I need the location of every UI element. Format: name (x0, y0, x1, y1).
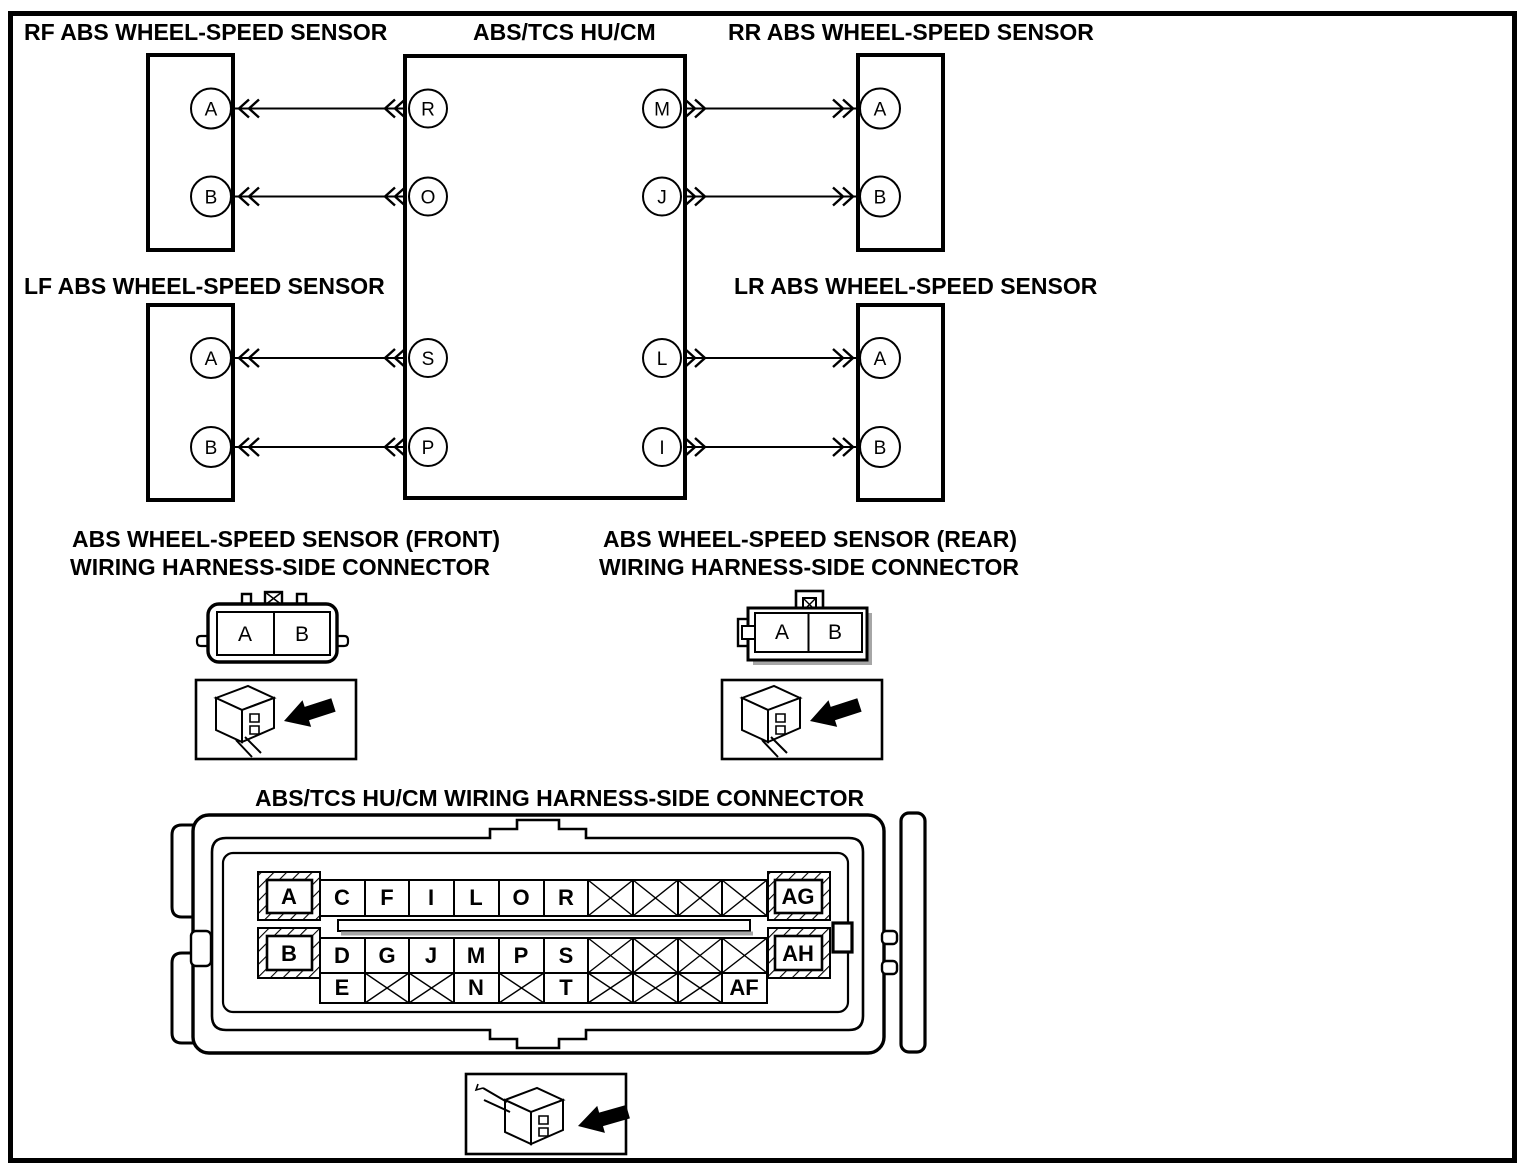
rr-sensor-box (858, 55, 943, 250)
lf-pin-b: B (204, 438, 218, 459)
rear-connector-pin-b: B (827, 621, 843, 644)
hu-connector-title: ABS/TCS HU/CM WIRING HARNESS-SIDE CONNECTOR (255, 785, 865, 811)
svg-text:I: I (427, 885, 435, 910)
svg-text:D: D (334, 943, 350, 968)
hu-cm-box (405, 56, 685, 498)
hu-pin-l: L (656, 349, 668, 370)
hu-corner-pin-a (258, 872, 320, 920)
svg-text:R: R (558, 885, 574, 910)
hu-pin-m: M (654, 99, 670, 121)
rr-pin-a: A (873, 99, 887, 121)
rear-connector-title-1: ABS WHEEL-SPEED SENSOR (REAR) (603, 526, 1018, 552)
hu-grid-row-3 (320, 973, 767, 1003)
svg-text:A: A (281, 884, 297, 909)
front-connector-photo (196, 680, 356, 759)
rf-pin-a: A (204, 99, 218, 121)
svg-text:J: J (424, 943, 438, 968)
hu-grid-row-2 (320, 938, 767, 973)
key-slot (338, 920, 750, 931)
svg-text:E: E (334, 975, 350, 1000)
hu-grid-row-1 (320, 880, 767, 916)
rr-pin-b: B (873, 187, 887, 209)
rf-sensor-box (148, 55, 233, 250)
svg-text:AH: AH (782, 941, 814, 966)
label-lr-sensor: LR ABS WHEEL-SPEED SENSOR (734, 273, 1098, 299)
hu-pin-j: J (657, 187, 667, 209)
front-connector-pin-a: A (237, 623, 253, 646)
rf-pin-b: B (204, 187, 218, 209)
hu-connector-photo (466, 1074, 632, 1154)
front-connector-title-2: WIRING HARNESS-SIDE CONNECTOR (70, 554, 490, 580)
label-lf-sensor: LF ABS WHEEL-SPEED SENSOR (24, 273, 385, 299)
hu-corner-pin-ah (768, 928, 830, 978)
rear-connector-photo (722, 680, 882, 759)
lf-sensor-box (148, 305, 233, 500)
svg-text:T: T (559, 975, 573, 1000)
hu-pin-p: P (421, 438, 435, 459)
svg-text:AG: AG (781, 884, 815, 909)
svg-text:AF: AF (729, 975, 759, 1000)
lr-pin-a: A (873, 349, 887, 370)
lf-pin-a: A (204, 349, 218, 370)
svg-text:P: P (513, 943, 529, 968)
svg-text:O: O (512, 885, 530, 910)
svg-text:B: B (281, 941, 297, 966)
label-rr-sensor: RR ABS WHEEL-SPEED SENSOR (728, 19, 1094, 45)
front-connector-face (197, 592, 348, 662)
rear-connector-title-2: WIRING HARNESS-SIDE CONNECTOR (599, 554, 1019, 580)
hu-corner-pin-b (258, 928, 320, 978)
svg-text:G: G (378, 943, 396, 968)
rear-connector-face (738, 591, 872, 665)
lr-pin-b: B (873, 438, 887, 459)
svg-text:M: M (466, 943, 486, 968)
front-connector-pin-b: B (294, 623, 310, 646)
label-hu-cm: ABS/TCS HU/CM (473, 19, 656, 45)
svg-text:N: N (468, 975, 484, 1000)
label-rf-sensor: RF ABS WHEEL-SPEED SENSOR (24, 19, 388, 45)
svg-text:F: F (380, 885, 394, 910)
front-connector-title-1: ABS WHEEL-SPEED SENSOR (FRONT) (72, 526, 501, 552)
svg-text:L: L (469, 885, 483, 910)
hu-pin-i: I (659, 438, 665, 459)
svg-text:C: C (334, 885, 350, 910)
lr-sensor-box (858, 305, 943, 500)
hu-connector-drawing (172, 813, 925, 1053)
svg-text:S: S (558, 943, 574, 968)
rear-connector-pin-a: A (774, 621, 790, 644)
hu-pin-o: O (420, 187, 436, 209)
hu-pin-s: S (421, 349, 435, 370)
hu-corner-pin-ag (768, 872, 830, 920)
latch-block (833, 923, 852, 952)
hu-pin-r: R (421, 99, 435, 121)
